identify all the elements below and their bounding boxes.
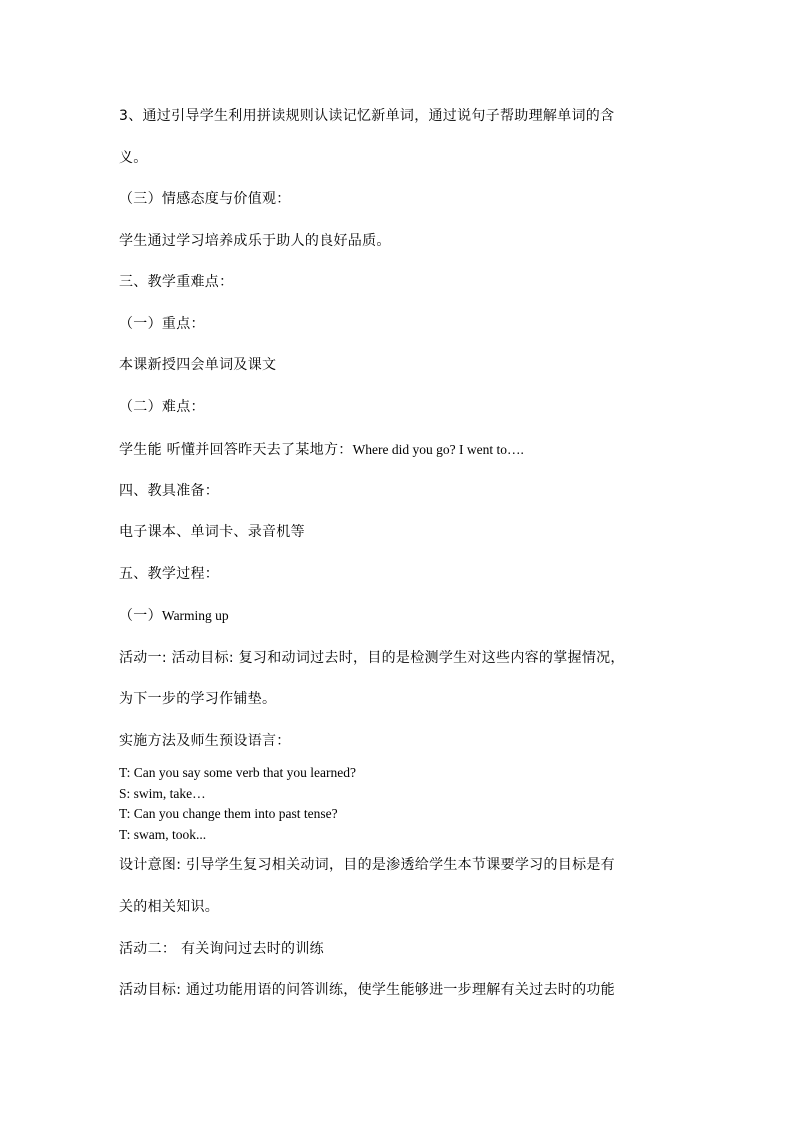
paragraph: 本课新授四会单词及课文	[119, 357, 277, 373]
subsection-heading-en: Warming up	[161, 608, 229, 623]
paragraph: 活动二： 有关询问过去时的训练	[119, 941, 324, 957]
paragraph	[119, 440, 684, 460]
paragraph-continuation: 为下一步的学习作铺垫。	[119, 691, 277, 707]
paragraph: 学生通过学习培养成乐于助人的良好品质。	[119, 233, 391, 249]
paragraph-continuation: 关的相关知识。	[119, 899, 220, 915]
paragraph: 实施方法及师生预设语言：	[119, 733, 291, 749]
subsection-heading-cn: （一）	[119, 608, 162, 624]
subsection-heading: （一）重点：	[119, 316, 205, 332]
subsection-heading	[119, 606, 684, 626]
dialog-block	[119, 763, 684, 845]
section-heading: 三、教学重难点：	[119, 274, 234, 290]
dialog-line: S: swim, take…	[119, 785, 206, 801]
dialog-line: T: Can you change them into past tense?	[119, 806, 338, 821]
paragraph: 活动一: 活动目标: 复习和动词过去时，目的是检测学生对这些内容的掌握情况，	[119, 650, 625, 666]
paragraph-continuation: 义。	[119, 150, 148, 166]
paragraph: 电子课本、单词卡、录音机等	[119, 524, 305, 540]
paragraph: 活动目标: 通过功能用语的问答训练，使学生能够进一步理解有关过去时的功能	[119, 982, 615, 998]
section-heading: 四、教具准备：	[119, 483, 220, 499]
section-heading: （三）情感态度与价值观：	[119, 191, 291, 207]
dialog-line: T: swam, took...	[119, 826, 207, 842]
paragraph-en: Where did you go? I went to….	[352, 442, 524, 457]
paragraph-cn: 学生能 听懂并回答昨天去了某地方：	[119, 442, 353, 458]
section-heading: 五、教学过程：	[119, 566, 220, 582]
dialog-line: T: Can you say some verb that you learned?	[119, 765, 357, 780]
subsection-heading: （二）难点：	[119, 399, 205, 415]
paragraph: 3、通过引导学生利用拼读规则认读记忆新单词，通过说句子帮助理解单词的含	[119, 108, 615, 124]
paragraph: 设计意图: 引导学生复习相关动词，目的是渗透给学生本节课要学习的目标是有	[119, 857, 615, 873]
